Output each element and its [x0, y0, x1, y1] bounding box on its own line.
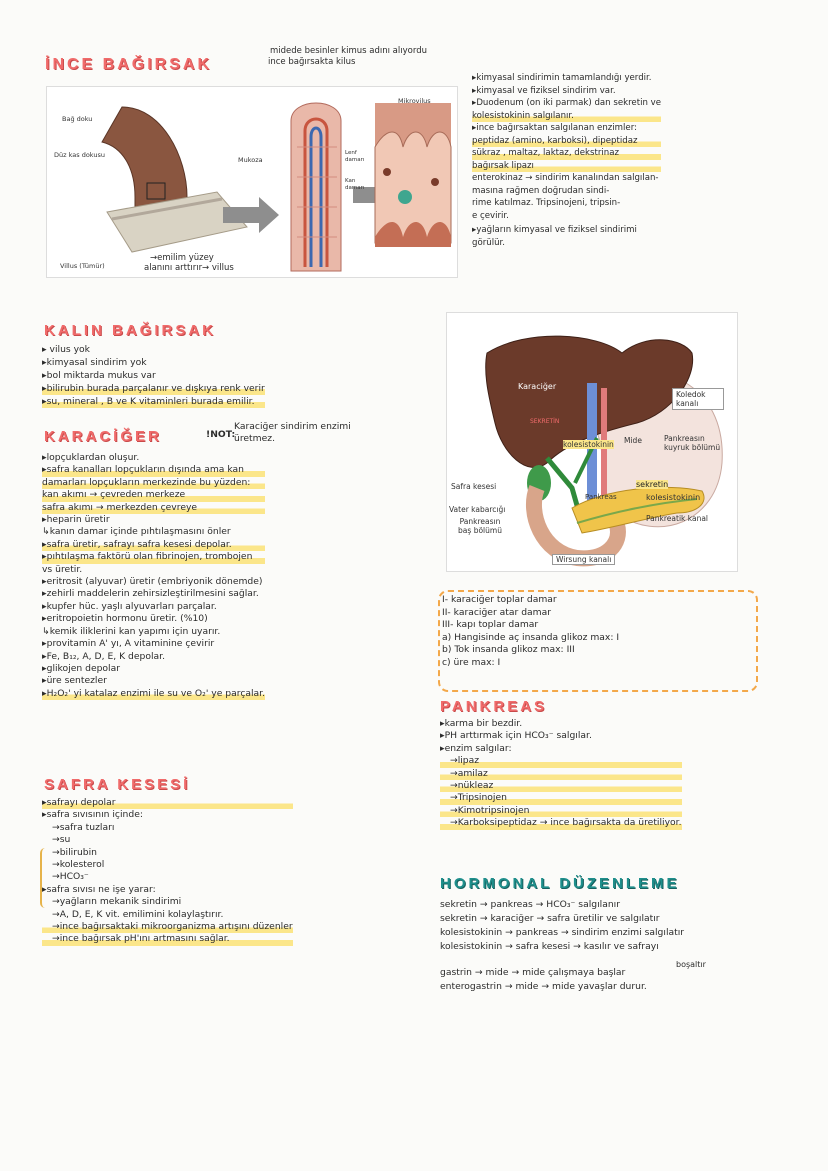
- liver-label-safra-kesesi: Safra kesesi: [451, 482, 497, 491]
- label-vilus: Villus (Tümür): [60, 262, 105, 270]
- ince-bagirsak-title: İNCE BAĞIRSAK: [45, 56, 213, 73]
- karaciger-title: KARACİĞER: [44, 428, 162, 445]
- label-bag-doku: Bağ doku: [62, 115, 93, 123]
- liver-label-sekretin-2: sekretin: [636, 480, 669, 489]
- not-label: !NOT:: [206, 429, 236, 440]
- liver-label-kolesistokinin-2: kolesistokinin: [646, 493, 701, 502]
- top-note-1: midede besinler kimus adını alıyordu: [270, 46, 427, 56]
- intestine-illustration: [47, 87, 457, 277]
- top-note-2: ince bağırsakta kilus: [268, 57, 356, 67]
- hormonal-title: HORMONAL DÜZENLEME: [440, 875, 680, 892]
- emilim-note-2: alanını arttırır→ villus: [144, 263, 234, 273]
- safra-kesesi-title: SAFRA KESESİ: [44, 776, 191, 793]
- karaciger-notes: ▸lopçuklardan oluşur. ▸safra kanalları lopçukların dışında ama kan damarları lopçukların merkezinde bu yüzden: kan akımı → çevreden merkeze safra akımı → merkezden çevreye ▸heparin üretir ↳kanın damar içinde pıhtılaşmasını önler ▸safra üretir, safrayı safra kesesi depolar. ▸pıhtılaşma faktörü olan fibrinojen, trombojen vs üretir. ▸eritrosit (alyuvar) üretir (embriyonik dönemde) ▸zehirli maddelerin zehirsizleştirilmesini sağlar. ▸kupfer hüc. yaşlı alyuvarları parçalar. ▸eritropoietin hormonu üretir. (%10) ↳kemik iliklerini kan yapımı için uyarır. ▸provitamin A' yı, A vitaminine çevirir ▸Fe, B₁₂, A, D, E, K depolar. ▸glikojen depolar ▸üre sentezler ▸H₂O₂' yi katalaz enzimi ile su ve O₂' ye parçalar.: [42, 452, 266, 699]
- box-notes: I- karaciğer toplar damar II- karaciğer atar damar III- kapı toplar damar a) Hangisinde aç insanda glikoz max: I b) Tok insanda glikoz max: III c) üre max: I: [442, 594, 620, 668]
- liver-label-wirsung: Wirsung kanalı: [552, 554, 615, 565]
- intestine-figure: [46, 86, 458, 278]
- emilim-note-1: →emilim yüzey: [150, 253, 214, 263]
- liver-label-pankreatik: Pankreatik kanal: [646, 514, 708, 523]
- liver-label-koledok: Koledok kanalı: [672, 388, 724, 410]
- liver-label-kuyruk: Pankreasın kuyruk bölümü: [664, 434, 721, 452]
- liver-label-karaciger: Karaciğer: [518, 382, 557, 391]
- liver-label-sekretin: SEKRETİN: [530, 418, 560, 425]
- liver-label-kolesistokinin: kolesistokinin: [563, 440, 614, 449]
- not-text-1: Karaciğer sindirim enzimi: [234, 421, 351, 432]
- label-duz-kas: Düz kas dokusu: [54, 151, 105, 159]
- hormonal-bosaltir: boşaltır: [676, 960, 706, 969]
- label-mukoza: Mukoza: [238, 156, 263, 164]
- pankreas-title: PANKREAS: [440, 698, 548, 715]
- liver-label-pankreas: Pankreas: [585, 493, 617, 501]
- kalin-notes: ▸ vilus yok ▸kimyasal sindirim yok ▸bol miktarda mukus var ▸bilirubin burada parçalanır ve dışkıya renk verir ▸su, mineral , B ve K vitaminleri burada emilir.: [42, 344, 265, 407]
- label-kan: Kan damarı: [345, 178, 365, 191]
- liver-label-vater: Vater kabarcığı: [449, 505, 506, 514]
- liver-label-pankreas-bas: Pankreasın baş bölümü: [458, 517, 502, 535]
- hormonal-notes: sekretin → pankreas → HCO₃⁻ salgılanır sekretin → karaciğer → safra üretilir ve salgılatır kolesistokinin → pankreas → sindirim enzimi salgılatır kolesistokinin → safra kesesi → kasılır ve safrayı gastrin → mide → mide çalışmaya başlar enterogastrin → mide → mide yavaşlar durur.: [440, 899, 685, 992]
- label-lenf: Lenf damarı: [345, 150, 365, 163]
- label-mikrovilus: Mikrovilus: [398, 97, 431, 105]
- not-text-2: üretmez.: [234, 433, 275, 444]
- ince-notes: ▸kimyasal sindirimin tamamlandığı yerdir. ▸kimyasal ve fiziksel sindirim var. ▸Duodenum (on iki parmak) dan sekretin ve kolesistokinin salgılanır. ▸ince bağırsaktan salgılanan enzimler: peptidaz (amino, karboksi), dipeptidaz sükraz , maltaz, laktaz, dekstrinaz bağırsak lipazı enterokinaz → sindirim kanalından salgılan- masına rağmen doğrudan sindi- rime katılmaz. Tripsinojeni, tripsin- e çevirir. ▸yağların kimyasal ve fiziksel sindirimi görülür.: [472, 73, 662, 248]
- kalin-bagirsak-title: KALIN BAĞIRSAK: [44, 322, 216, 339]
- safra-notes: ▸safrayı depolar ▸safra sıvısının içinde: →safra tuzları →su →bilirubin →kolesterol →HCO₃⁻ ▸safra sıvısı ne işe yarar: →yağların mekanik sindirimi →A, D, E, K vit. emilimini kolaylaştırır. →ince bağırsaktaki mikroorganizma artışını düzenler →ince bağırsak pH'ını artmasını sağlar.: [42, 797, 293, 945]
- liver-label-mide: Mide: [624, 436, 642, 445]
- safra-bracket: [40, 848, 50, 908]
- pankreas-notes: ▸karma bir bezdir. ▸PH arttırmak için HCO₃⁻ salgılar. ▸enzim salgılar: →lipaz →amilaz →nükleaz →Tripsinojen →Kimotripsinojen →Karboksipeptidaz → ince bağırsakta da üretiliyor.: [440, 718, 682, 829]
